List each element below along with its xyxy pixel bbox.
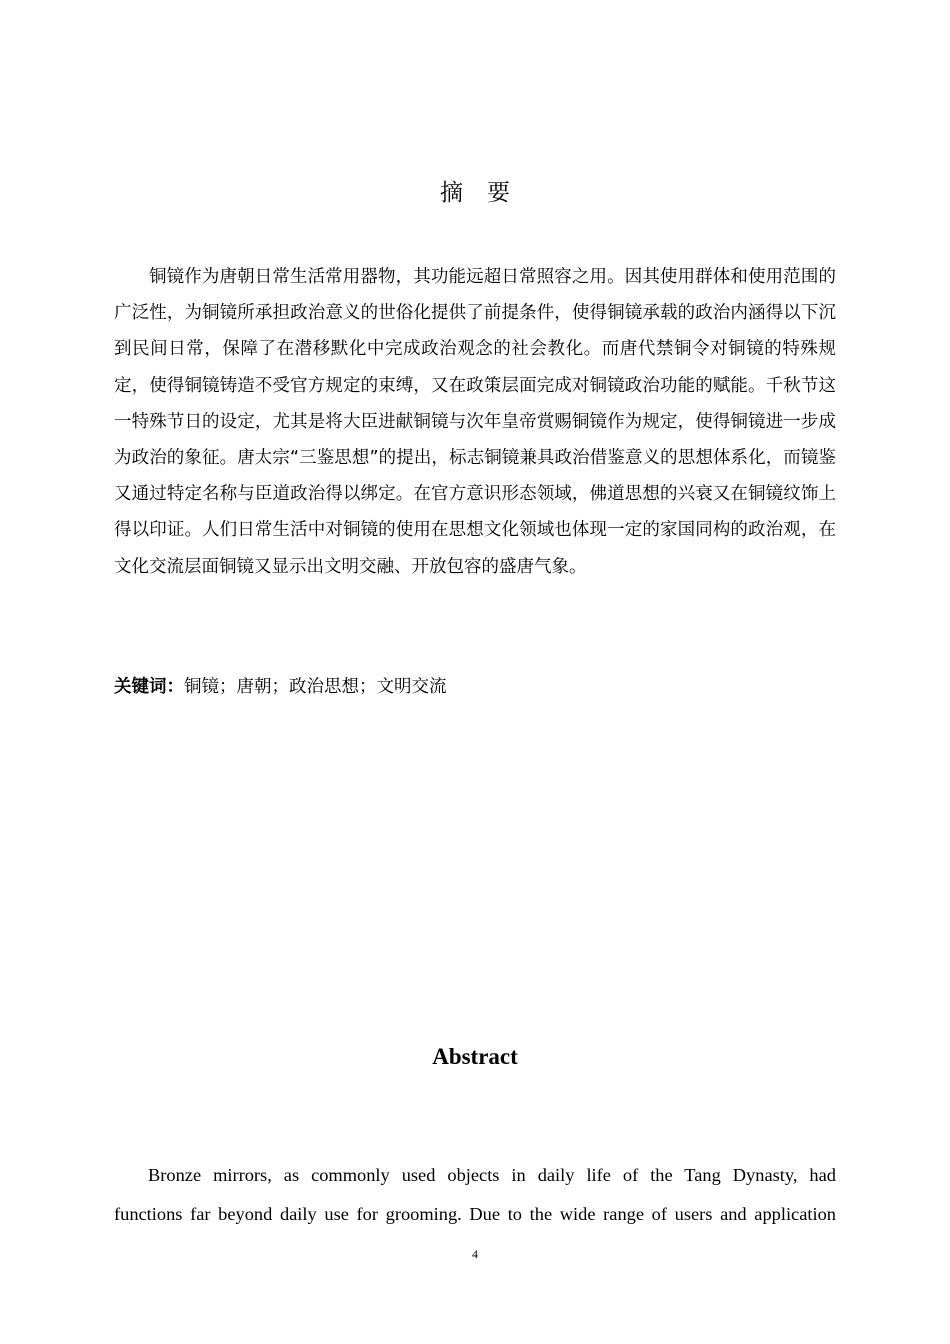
abstract-title-char-1: 摘 — [440, 180, 463, 206]
keywords-cn — [114, 672, 836, 702]
abstract-title-cn — [0, 174, 950, 207]
abstract-title-en: Abstract — [432, 1044, 518, 1069]
abstract-title-char-2: 要 — [487, 180, 510, 206]
keywords-list: 铜镜；唐朝；政治思想；文明交流 — [184, 677, 447, 697]
abstract-en-line-2: functions far beyond daily use for grooming. Due to the wide range of users and application — [114, 1203, 836, 1224]
keywords-label: 关键词： — [114, 677, 184, 697]
abstract-body-cn: 铜镜作为唐朝日常生活常用器物，其功能远超日常照容之用。因其使用群体和使用范围的广泛性，为铜镜所承担政治意义的世俗化提供了前提条件，使得铜镜承载的政治内涵得以下沉到民间日常，保障了在潜移默化中完成政治观念的社会教化。而唐代禁铜令对铜镜的特殊规定，使得铜镜铸造不受官方规定的束缚，又在政策层面完成对铜镜政治功能的赋能。千秋节这一特殊节日的设定，尤其是将大臣进献铜镜与次年皇帝赏赐铜镜作为规定，使得铜镜进一步成为政治的象征。唐太宗“三鉴思想”的提出，标志铜镜兼具政治借鉴意义的思想体系化，而镜鉴又通过特定名称与臣道政治得以绑定。在官方意识形态领域，佛道思想的兴衰又在铜镜纹饰上得以印证。人们日常生活中对铜镜的使用在思想文化领域也体现一定的家国同构的政治观，在文化交流层面铜镜又显示出文明交融、开放包容的盛唐气象。 — [114, 267, 836, 577]
abstract-en-line-1: Bronze mirrors, as commonly used objects in daily life of the Tang Dynasty, had — [148, 1165, 836, 1185]
abstract-body-en — [114, 1156, 836, 1233]
page-number: 4 — [472, 1247, 478, 1261]
